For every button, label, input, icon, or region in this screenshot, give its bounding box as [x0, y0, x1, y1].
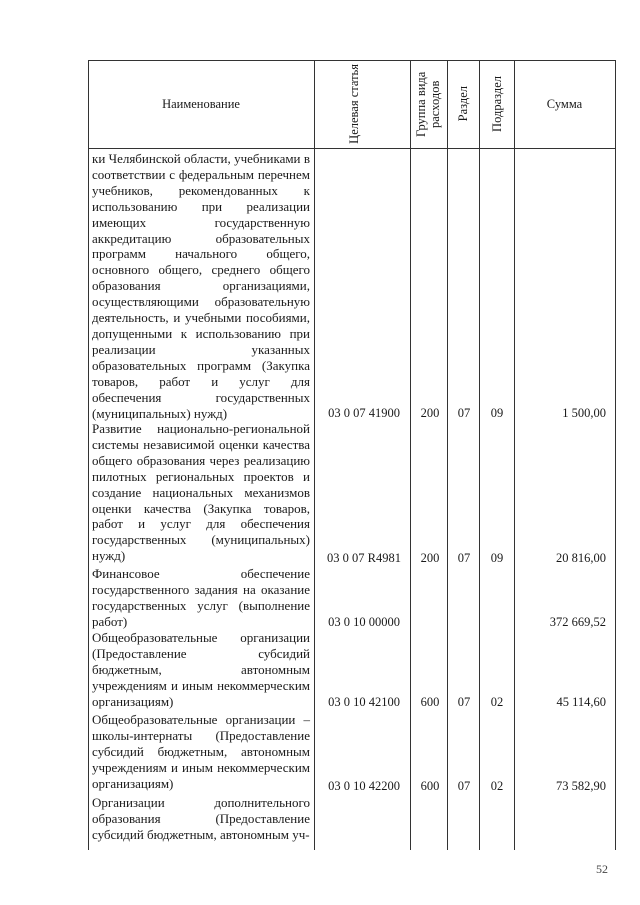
row-section: 07	[457, 695, 471, 709]
table-right-border	[615, 60, 616, 850]
row-amount: 1 500,00	[562, 406, 606, 420]
header-subsection	[479, 60, 514, 148]
header-expense-group-label: Группа вида расходов	[413, 71, 442, 137]
row-amount: 73 582,90	[556, 779, 606, 793]
row-section: 07	[457, 779, 471, 793]
header-bottom-border	[88, 148, 616, 149]
row-name: Финансовое обеспечение государственного задания на оказание государственных услуг (выполнение работ)	[92, 566, 310, 629]
row-expense-group: 600	[420, 779, 440, 793]
row-section: 07	[457, 551, 471, 565]
row-name: ки Челябинской области, учебниками в соответствии с федеральным перечнем учебников, рекомендованных к использованию при реализации имеющих государственную аккредитацию образовательных программ начального общего, основного общего, среднего общего образования организациями, осуществляющими образовательную деятельность, и учебными пособиями, допущенными к использованию при реализации указанных образовательных программ (Закупка товаров, работ и услуг для обеспечения государственных (муниципальных) нужд)	[92, 151, 310, 421]
row-name: Общеобразовательные организации – школы-интернаты (Предоставление субсидий бюджетным, автономным учреждениям и иным некоммерческим организациям)	[92, 712, 310, 791]
header-amount	[514, 60, 615, 148]
row-amount: 45 114,60	[556, 695, 606, 709]
row-expense-group: 600	[420, 695, 440, 709]
row-name: Общеобразовательные организации (Предоставление субсидий бюджетным, автономным учреждениям и иным некоммерческим организациям)	[92, 630, 310, 709]
row-target-article: 03 0 10 42100	[328, 695, 400, 709]
column-divider	[447, 60, 448, 850]
row-target-article: 03 0 10 42200	[328, 779, 400, 793]
row-subsection: 02	[490, 695, 504, 709]
row-amount: 20 816,00	[556, 551, 606, 565]
header-section-label: Раздел	[456, 86, 470, 122]
row-subsection: 09	[490, 406, 504, 420]
row-name: Развитие национально-региональной системы независимой оценки качества общего образования через реализацию пилотных региональных проектов и создание национальных механизмов оценки качества (Закупка товаров, работ и услуг для обеспечения государственных (муниципальных) нужд)	[92, 421, 310, 564]
header-section	[447, 60, 479, 148]
header-amount-label: Сумма	[546, 96, 583, 111]
row-expense-group: 200	[420, 406, 440, 420]
row-target-article: 03 0 07 41900	[328, 406, 400, 420]
table-left-border	[88, 60, 89, 850]
page-number: 52	[596, 862, 608, 876]
row-target-article: 03 0 07 R4981	[327, 551, 401, 565]
row-subsection: 09	[490, 551, 504, 565]
header-target-article	[314, 60, 410, 148]
row-name: Организации дополнительного образования (Предоставление субсидий бюджетным, автономным уч-	[92, 795, 310, 842]
row-section: 07	[457, 406, 471, 420]
row-expense-group: 200	[420, 551, 440, 565]
row-target-article: 03 0 10 00000	[328, 615, 400, 629]
column-divider	[410, 60, 411, 850]
header-name	[88, 60, 314, 148]
header-expense-group	[410, 60, 447, 148]
column-divider	[479, 60, 480, 850]
row-amount: 372 669,52	[549, 615, 606, 629]
row-subsection: 02	[490, 779, 504, 793]
header-name-label: Наименование	[162, 96, 240, 111]
column-divider	[514, 60, 515, 850]
header-target-article-label: Целевая статья	[347, 64, 361, 144]
column-divider	[314, 60, 315, 850]
header-subsection-label: Подраздел	[489, 76, 504, 132]
